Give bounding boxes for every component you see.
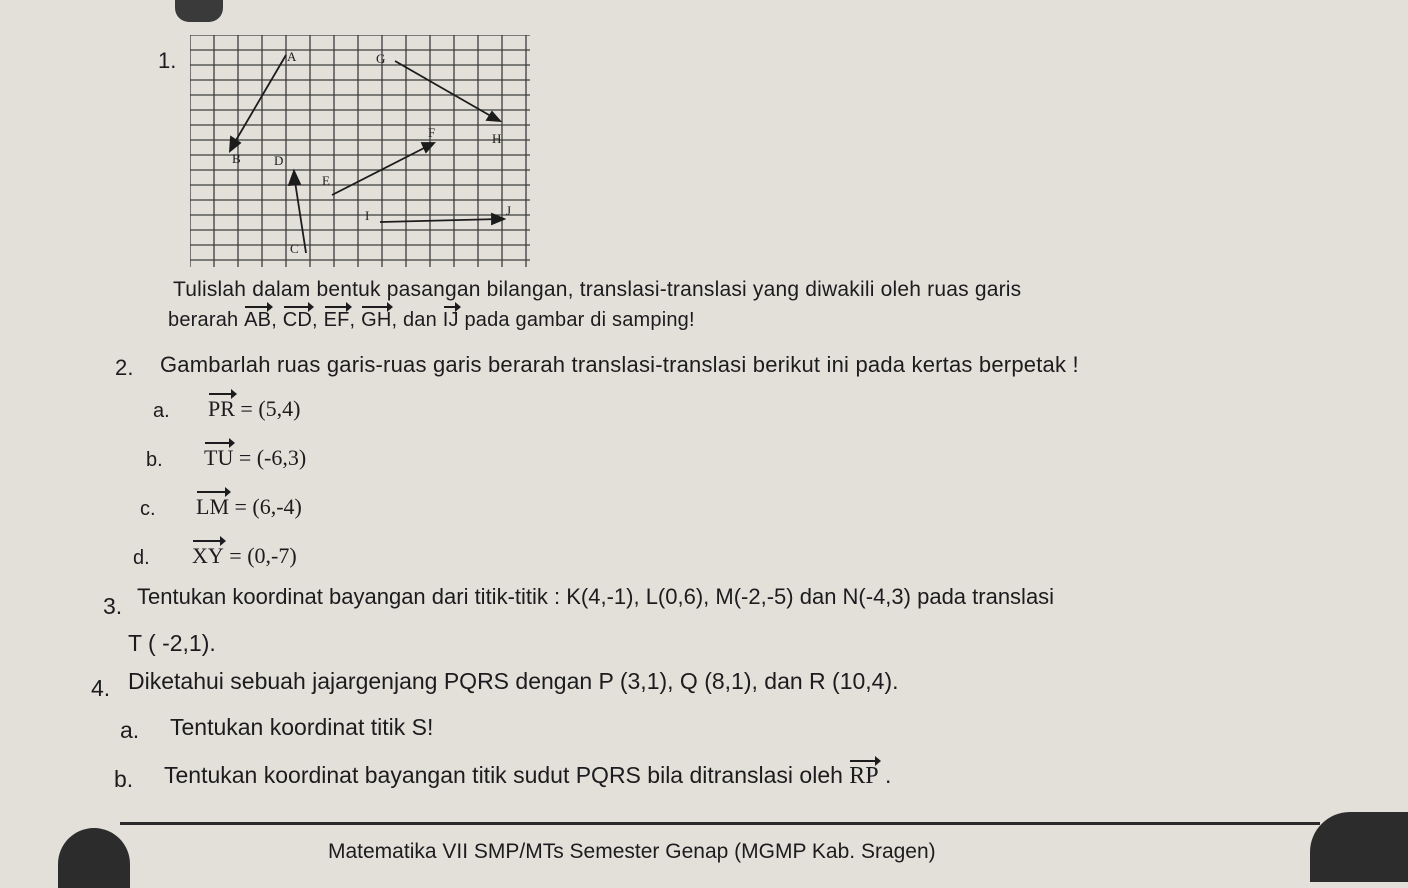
q4-b-label: b. <box>114 766 134 792</box>
sep: , <box>271 309 277 331</box>
point-label-c: C <box>290 241 299 256</box>
q4-b-text <box>164 762 891 790</box>
dan: , dan <box>391 309 437 331</box>
point-label-a: A <box>287 49 297 64</box>
point-label-e: E <box>322 173 330 188</box>
footer-rule <box>120 822 1320 825</box>
footer-corner-left <box>58 828 130 888</box>
q1-suffix: pada gambar di samping! <box>464 309 695 331</box>
q4-b-end: . <box>885 762 892 788</box>
vector-ef-label: EF <box>323 309 350 331</box>
q4-text: Diketahui sebuah jajargenjang PQRS dengan P (3,1), Q (8,1), dan R (10,4). <box>128 668 899 694</box>
q1-text-line2 <box>168 309 695 332</box>
q2-item-a-value: = (5,4) <box>240 396 301 421</box>
q2-item-a-label: a. <box>153 400 170 422</box>
vector-tu: TU <box>204 445 234 470</box>
point-label-h: H <box>492 131 502 146</box>
vector-cd-label: CD <box>282 309 313 331</box>
point-label-f: F <box>428 125 436 140</box>
q3-number: 3. <box>103 593 123 619</box>
point-label-j: J <box>506 203 512 218</box>
footer-corner-right <box>1310 812 1408 882</box>
q2-item-d <box>192 543 297 569</box>
point-label-g: G <box>376 51 386 66</box>
vector-grid-figure <box>190 35 535 270</box>
q3-text-line1: Tentukan koordinat bayangan dari titik-titik : K(4,-1), L(0,6), M(-2,-5) dan N(-4,3) pada translasi <box>137 584 1055 609</box>
arrowhead-d <box>289 171 300 185</box>
q2-item-d-label: d. <box>133 547 150 569</box>
point-label-b: B <box>232 151 241 166</box>
sep: , <box>349 309 356 331</box>
q2-number: 2. <box>115 355 134 380</box>
vector-ij-label: IJ <box>442 309 459 331</box>
vector-gh-label: GH <box>361 309 392 331</box>
vector-rp: RP <box>849 763 879 789</box>
q4-b-main: Tentukan koordinat bayangan titik sudut PQRS bila ditranslasi oleh <box>164 762 843 788</box>
q2-item-c <box>196 494 302 520</box>
q4-a-text: Tentukan koordinat titik S! <box>170 714 434 740</box>
sep: , <box>312 309 318 331</box>
q4-number: 4. <box>91 675 111 701</box>
arrowhead-f <box>422 143 434 152</box>
q1-text-line1: Tulislah dalam bentuk pasangan bilangan, translasi-translasi yang diwakili oleh ruas garis <box>173 278 1022 301</box>
vector-xy: XY <box>192 543 224 568</box>
q3-text-line2: T ( -2,1). <box>128 630 216 656</box>
ink-blot <box>175 0 223 22</box>
q2-item-b-value: = (-6,3) <box>238 445 307 470</box>
footer-title: Matematika VII SMP/MTs Semester Genap (MGMP Kab. Sragen) <box>328 840 936 863</box>
q2-item-d-value: = (0,-7) <box>229 543 297 568</box>
vector-ab-label: AB <box>244 309 272 331</box>
vector-ij <box>380 219 500 222</box>
point-label-i: I <box>365 208 370 223</box>
q4-a-label: a. <box>120 717 140 743</box>
q2-item-c-label: c. <box>140 498 156 520</box>
q2-item-b <box>204 445 306 471</box>
vector-pr: PR <box>208 396 235 421</box>
vector-ab <box>232 55 286 147</box>
q1-number: 1. <box>158 48 177 73</box>
q2-text: Gambarlah ruas garis-ruas garis berarah translasi-translasi berikut ini pada kertas berpetak ! <box>160 352 1079 377</box>
q2-item-c-value: = (6,-4) <box>234 494 302 519</box>
q2-item-b-label: b. <box>146 449 163 471</box>
arrowhead-h <box>487 112 500 121</box>
q1-berarah: berarah <box>168 309 239 331</box>
q2-item-a <box>208 396 300 422</box>
vector-lm: LM <box>196 494 229 519</box>
point-label-d: D <box>274 153 284 168</box>
